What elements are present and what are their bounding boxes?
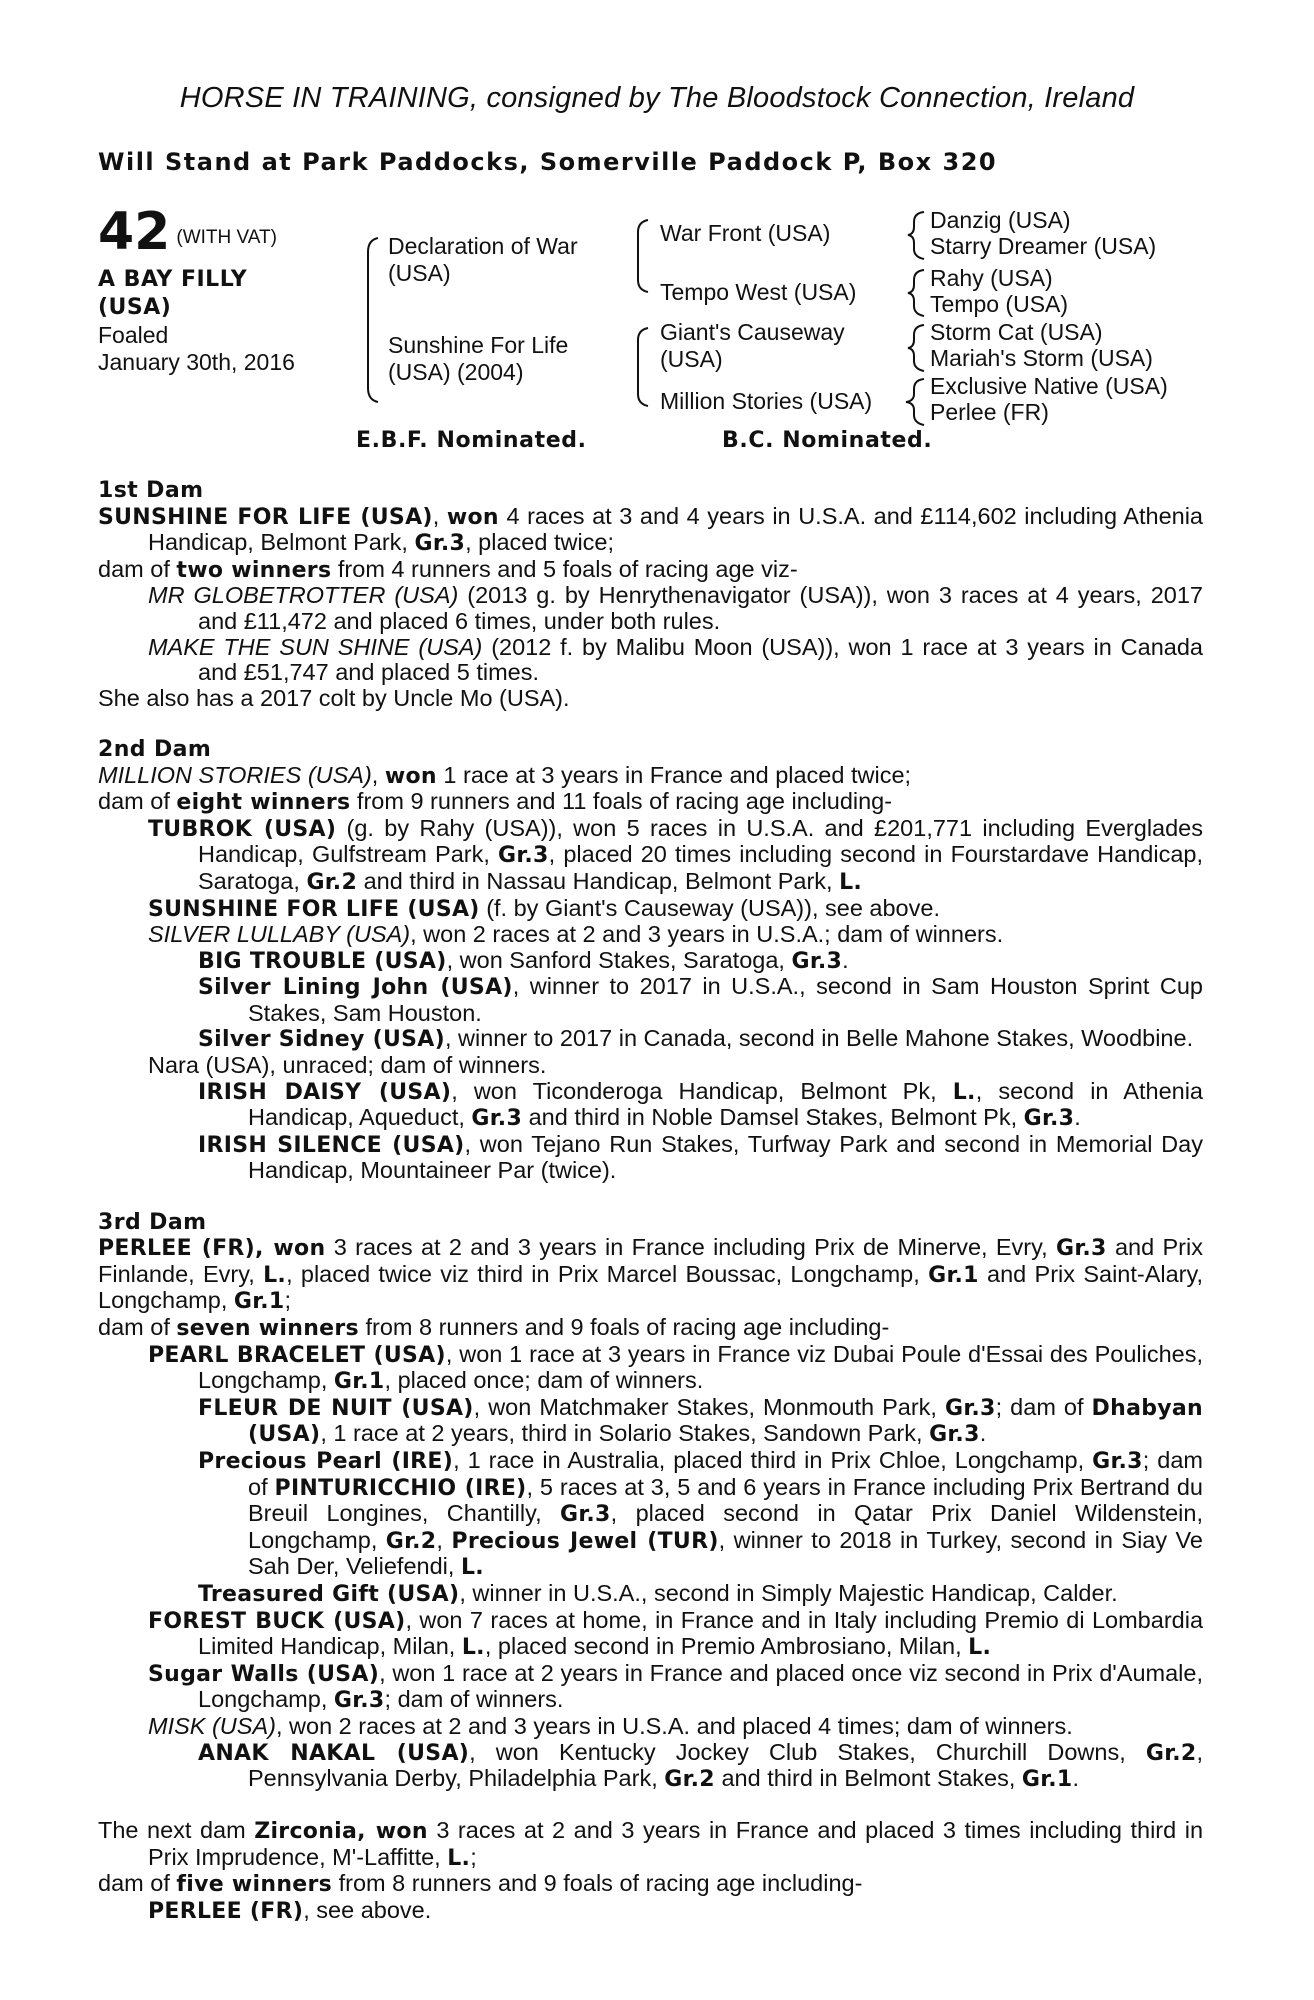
produce-item: Nara (USA), unraced; dam of winners. <box>148 1052 547 1079</box>
produce-subitem: ANAK NAKAL (USA), won Kentucky Jockey Club Stakes, Churchill Downs, Gr.2, Pennsylvania Derby, Philadelphia Park, Gr.2 and third in Belmont Stakes, Gr.1. <box>198 1738 1204 1793</box>
second-dam-record: MILLION STORIES (USA), won 1 race at 3 years in France and placed twice; <box>98 761 912 789</box>
produce-subitem: Treasured Gift (USA), winner in U.S.A., second in Simply Majestic Handicap, Calder. <box>198 1579 1118 1607</box>
produce-subitem: IRISH SILENCE (USA), won Tejano Run Stakes, Turfway Park and second in Memorial Day Handicap, Mountaineer Par (twice). <box>198 1130 1203 1184</box>
first-dam-also: She also has a 2017 colt by Uncle Mo (USA). <box>98 684 570 711</box>
first-dam-produce: dam of two winners from 4 runners and 5 foals of racing age viz- <box>98 555 798 583</box>
bracket-g4 <box>906 379 924 425</box>
pedigree-dam: Sunshine For Life (USA) (2004) <box>388 332 569 385</box>
produce-item: MISK (USA), won 2 races at 2 and 3 years in U.S.A. and placed 4 times; dam of winners. <box>148 1712 1073 1739</box>
pedigree-g3-5: Storm Cat (USA) <box>930 319 1103 345</box>
stand-location: Will Stand at Park Paddocks, Somerville Paddock P, Box 320 <box>98 148 998 176</box>
pedigree-g3-6: Mariah's Storm (USA) <box>930 345 1153 371</box>
bracket-dam <box>638 328 648 406</box>
third-dam-record: PERLEE (FR), won 3 races at 2 and 3 years in France including Prix de Minerve, Evry, Gr.3 and Prix Finlande, Evry, L., placed twice viz third in Prix Marcel Boussac, Longchamp, Gr.1 and Prix Saint-Alary, Longchamp, Gr.1; <box>98 1234 1204 1315</box>
pedigree-dam-dam: Million Stories (USA) <box>660 388 873 414</box>
bracket-gen1 <box>368 238 378 402</box>
ebf-nominated: E.B.F. Nominated. <box>356 428 587 453</box>
vat-label: (WITH VAT) <box>176 227 277 248</box>
produce-subitem: IRISH DAISY (USA), won Ticonderoga Handicap, Belmont Pk, L., second in Athenia Handicap, Aqueduct, Gr.3 and third in Noble Damsel Stakes, Belmont Pk, Gr.3. <box>198 1077 1203 1132</box>
pedigree-sire-dam: Tempo West (USA) <box>660 279 857 305</box>
produce-item: MR GLOBETROTTER (USA) (2013 g. by Henrythenavigator (USA)), won 3 races at 4 years, 2017 and £11,472 and placed 6 times, under both rules. <box>148 582 1204 634</box>
horse-description-line2: (USA) <box>98 295 172 320</box>
pedigree-notes <box>98 478 1203 1925</box>
second-dam-produce: dam of eight winners from 9 runners and 11 foals of racing age including- <box>98 788 893 816</box>
lot-number: 42 <box>98 202 171 262</box>
produce-item: PERLEE (FR), see above. <box>148 1897 432 1925</box>
third-dam-heading: 3rd Dam <box>98 1209 207 1235</box>
pedigree-dam-sire: Giant's Causeway (USA) <box>660 319 845 372</box>
bc-nominated: B.C. Nominated. <box>722 428 933 453</box>
first-dam-record: SUNSHINE FOR LIFE (USA), won 4 races at 3 and 4 years in U.S.A. and £114,602 including Athenia Handicap, Belmont Park, Gr.3, placed twice; <box>98 502 1204 557</box>
produce-subitem: Precious Pearl (IRE), 1 race in Australia, placed third in Prix Chloe, Longchamp, Gr.3; dam of PINTURICCHIO (IRE), 5 races at 3, 5 and 6 years in France including Prix Bertrand du Breuil Longines, Chantilly, Gr.3, placed second in Qatar Prix Daniel Wildenstein, Longchamp, Gr.2, Precious Jewel (TUR), winner to 2018 in Turkey, second in Siay Ve Sah Der, Veliefendi, L. <box>198 1446 1204 1581</box>
produce-item: TUBROK (USA) (g. by Rahy (USA)), won 5 races in U.S.A. and £201,771 including Everglades Handicap, Gulfstream Park, Gr.3, placed 20 times including second in Fourstardave Handicap, Saratoga, Gr.2 and third in Nassau Handicap, Belmont Park, L. <box>148 814 1204 895</box>
produce-item: SILVER LULLABY (USA), won 2 races at 2 and 3 years in U.S.A.; dam of winners. <box>148 921 1004 948</box>
produce-item: FOREST BUCK (USA), won 7 races at home, in France and in Italy including Premio di Lombardia Limited Handicap, Milan, L., placed second in Premio Ambrosiano, Milan, L. <box>148 1606 1204 1661</box>
consignor-title: HORSE IN TRAINING, consigned by The Bloodstock Connection, Ireland <box>179 82 1135 114</box>
third-dam-produce: dam of seven winners from 8 runners and 9 foals of racing age including- <box>98 1314 890 1341</box>
produce-item: SUNSHINE FOR LIFE (USA) (f. by Giant's Causeway (USA)), see above. <box>148 894 940 922</box>
bracket-g1 <box>908 212 924 259</box>
first-dam-heading: 1st Dam <box>98 478 204 503</box>
pedigree-g3-3: Rahy (USA) <box>930 265 1053 291</box>
bracket-g2 <box>908 270 924 316</box>
next-dam-produce: dam of five winners from 8 runners and 9 foals of racing age including- <box>98 1870 863 1898</box>
pedigree-g3-1: Danzig (USA) <box>930 207 1071 233</box>
horse-description-line1: A BAY FILLY <box>98 267 248 292</box>
produce-item: Sugar Walls (USA), won 1 race at 2 years in France and placed once viz second in Prix d'Aumale, Longchamp, Gr.3; dam of winners. <box>148 1659 1203 1714</box>
produce-subitem: BIG TROUBLE (USA), won Sanford Stakes, Saratoga, Gr.3. <box>198 946 849 974</box>
pedigree-g3-4: Tempo (USA) <box>930 291 1069 317</box>
foaled-label: Foaled <box>98 322 169 348</box>
produce-item: MAKE THE SUN SHINE (USA) (2012 f. by Malibu Moon (USA)), won 1 race at 3 years in Canada and £51,747 and placed 5 times. <box>148 633 1203 686</box>
next-dam-record: The next dam Zirconia, won 3 races at 2 and 3 years in France and placed 3 times including third in Prix Imprudence, M'-Laffitte, L.; <box>98 1817 1204 1871</box>
foaled-date: January 30th, 2016 <box>98 349 295 375</box>
produce-subitem: Silver Lining John (USA), winner to 2017 in U.S.A., second in Sam Houston Sprint Cup Stakes, Sam Houston. <box>198 973 1203 1026</box>
produce-item: PEARL BRACELET (USA), won 1 race at 3 years in France viz Dubai Poule d'Essai des Pouliches, Longchamp, Gr.1, placed once; dam of winners. <box>148 1340 1204 1395</box>
bracket-g3 <box>908 325 924 371</box>
lot-info <box>98 204 348 376</box>
pedigree-g3-7: Exclusive Native (USA) <box>930 373 1168 399</box>
produce-subitem: Silver Sidney (USA), winner to 2017 in Canada, second in Belle Mahone Stakes, Woodbine. <box>198 1025 1194 1053</box>
pedigree-g3-8: Perlee (FR) <box>930 399 1049 425</box>
second-dam-heading: 2nd Dam <box>98 736 212 762</box>
produce-subitem: FLEUR DE NUIT (USA), won Matchmaker Stakes, Monmouth Park, Gr.3; dam of Dhabyan (USA), 1 race at 2 years, third in Solario Stakes, Sandown Park, Gr.3. <box>198 1393 1204 1448</box>
pedigree-sire-sire: War Front (USA) <box>660 220 831 246</box>
pedigree-sire: Declaration of War (USA) <box>388 233 578 286</box>
pedigree-g3-2: Starry Dreamer (USA) <box>930 233 1157 259</box>
bracket-sire <box>638 220 648 292</box>
